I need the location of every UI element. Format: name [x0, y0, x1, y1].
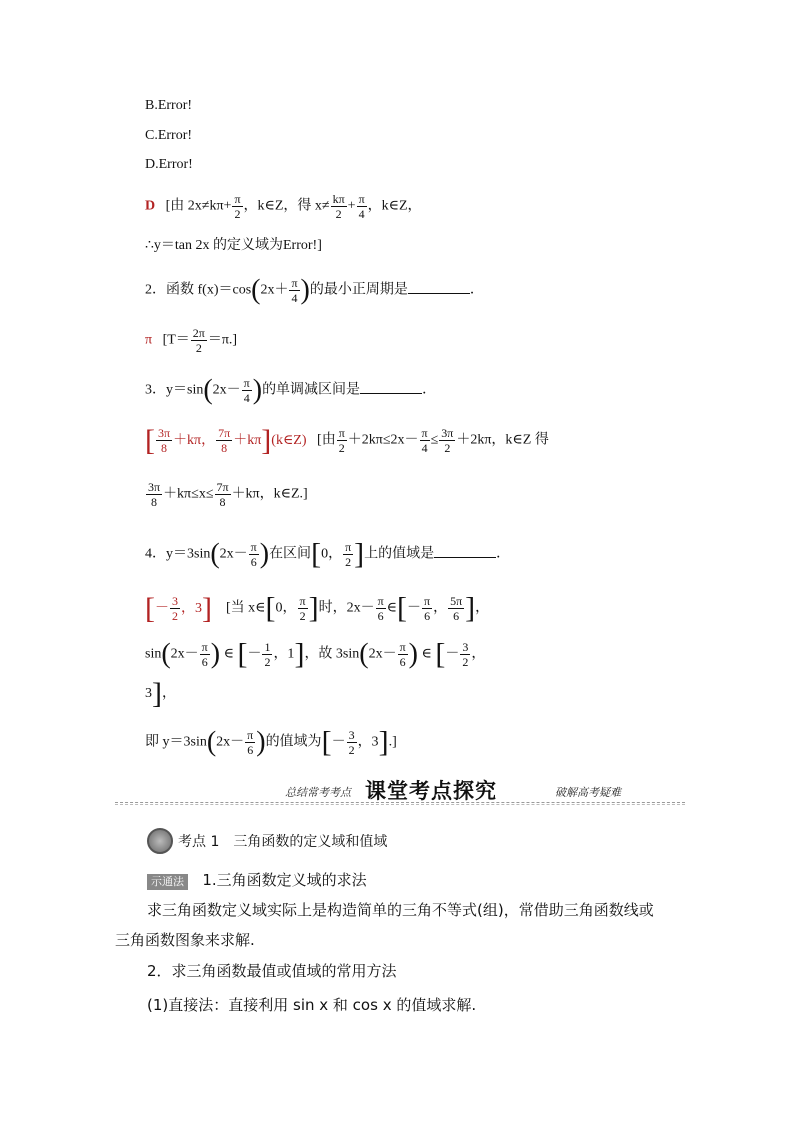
fraction: $\frac{\pi}{4}$ [243, 376, 250, 405]
fraction: $\frac{\pi}{6}$ [424, 594, 431, 623]
q4-stem-text-a: 4．y＝3sin [145, 546, 211, 562]
fraction: $\frac{\pi}{2}$ [234, 192, 241, 221]
q3-stem-text-a: 3．y＝sin [145, 382, 204, 398]
q4-end: ． [496, 546, 511, 562]
option-b-text: B.Error! [145, 98, 193, 113]
banner-title: 课堂考点探究 [365, 779, 497, 803]
banner-rule-2 [115, 804, 685, 805]
q4-sol-c: ∈ [386, 600, 398, 616]
fraction: $\frac{3\pi}{2}$ [441, 426, 454, 455]
q3-answer: [ $\frac{3\pi}{8}$ ＋kπ， $\frac{7\pi}{8}$ ＋kπ](k∈Z) [145, 423, 307, 457]
paren-right: ) [300, 274, 310, 306]
q3-stem-text-b: 的单调减区间是 [262, 382, 361, 398]
q1-sol-line2-text: ∴y＝tan 2x 的定义域为Error!] [145, 238, 322, 253]
answer-blank [434, 543, 496, 558]
item-3: (1)直接法：直接利用 sin x 和 cos x 的值域求解. [147, 996, 477, 1014]
fraction: $\frac{\pi}{4}$ [358, 192, 365, 221]
q3-end: ． [422, 382, 437, 398]
q4-solution-line2: sin(2x－ $\frac{\pi}{6}$ ) ∈ [－ $\frac{1}{2}$ ，1]，故 3sin(2x－ $\frac{\pi}{6}$ ) ∈ [－ $\frac{3}{2}$ ， [145, 637, 486, 671]
fraction: $\frac{\pi}{2}$ [345, 540, 352, 569]
q4-line2-a: sin [145, 646, 162, 662]
q2-stem [145, 276, 484, 305]
q1-sol-text-c: ，k∈Z， [367, 198, 422, 214]
paren-left: ( [210, 538, 220, 570]
section-banner [115, 775, 685, 805]
q2-end: ． [469, 282, 484, 298]
banner-right-text: 破解高考疑难 [555, 786, 621, 799]
paren-left: ( [251, 274, 261, 306]
fraction: $\frac{5\pi}{6}$ [450, 594, 463, 623]
q3-stem [145, 376, 436, 405]
method-tag: 示通法 [147, 874, 188, 890]
paragraph-1a: 求三角函数定义域实际上是构造简单的三角不等式(组)，常借助三角函数线或 [147, 901, 654, 919]
fraction: $\frac{2\pi}{2}$ [192, 326, 205, 355]
option-d-text: D.Error! [145, 157, 193, 172]
q3-sol-b: ＋2kπ≤2x－ [347, 432, 419, 448]
q2-sol-b: ＝π.] [207, 332, 238, 348]
option-b [145, 96, 192, 116]
method-line [147, 869, 367, 891]
q4-line4-a: 即 y＝3sin [145, 734, 207, 750]
q3-sol-d: ＋2kπ，k∈Z 得 [456, 432, 549, 448]
q1-sol-text-a: [由 2x≠kπ+ [165, 198, 232, 214]
q3-sol-c: ≤ [430, 432, 439, 448]
q1-sol-text-b: ，k∈Z，得 x≠ [243, 198, 330, 214]
fraction: $\frac{3\pi}{8}$ [148, 480, 161, 509]
q4-solution-line1: [－ $\frac{3}{2}$ ，3] [当 x∈[0， $\frac{\pi}{2}$ ]时，2x－ $\frac{\pi}{6}$ ∈[－ $\frac{\pi}{6}$ ， $\frac{5\pi}{6}$ ]， [145, 591, 490, 625]
q4-solution-line3: 3]， [145, 677, 176, 710]
banner-left-text: 总结常考考点 [285, 786, 351, 799]
bracket-right: ] [354, 537, 365, 571]
q4-solution-line4: 即 y＝3sin(2x－ $\frac{\pi}{6}$ )的值域为[－ $\frac{3}{2}$ ，3].] [145, 725, 397, 759]
paragraph-1b: 三角函数图象来求解. [115, 931, 255, 949]
q3-solution-line1 [145, 423, 549, 457]
paren-right: ) [252, 374, 263, 406]
q4-stem [145, 537, 511, 571]
q2-stem-text-b: 的最小正周期是 [309, 282, 408, 298]
fraction: $\frac{\pi}{4}$ [421, 426, 428, 455]
fraction: $\frac{3}{2}$ [462, 640, 469, 669]
paren-right: ) [259, 538, 270, 570]
fraction: $\frac{\pi}{6}$ [250, 540, 257, 569]
plus-sign: + [347, 198, 356, 214]
fraction: $\frac{\pi}{2}$ [299, 594, 306, 623]
q3-line2-a: ＋kπ≤x≤ [163, 486, 214, 502]
q2-inner: 2x＋ [260, 282, 289, 298]
fraction: $\frac{\pi}{4}$ [291, 276, 298, 305]
section-title: 考点 1 三角函数的定义域和值域 [178, 834, 388, 850]
q4-zero: 0， [321, 546, 343, 562]
fraction: $\frac{\pi}{2}$ [338, 426, 345, 455]
fraction: $\frac{\pi}{6}$ [377, 594, 384, 623]
fraction: $\frac{k\pi}{2}$ [332, 192, 345, 221]
q4-stem-text-c: 上的值域是 [364, 546, 435, 562]
q4-inner: 2x－ [219, 546, 248, 562]
method-item-1: 1.三角函数定义域的求法 [202, 871, 367, 889]
q3-sol-a: [由 [317, 432, 336, 448]
q1-solution-line1 [145, 192, 422, 221]
fraction: $\frac{7\pi}{8}$ [216, 480, 229, 509]
q3-inner: 2x－ [212, 382, 241, 398]
q2-stem-text-a: 2．函数 f(x)＝cos [145, 282, 252, 298]
fraction: $\frac{\pi}{6}$ [201, 640, 208, 669]
item-2: 2．求三角函数最值或值域的常用方法 [147, 962, 397, 980]
q3-solution-line2 [145, 480, 308, 509]
option-c [145, 126, 192, 146]
q3-line2-b: ＋kπ，k∈Z.] [231, 486, 308, 502]
q4-sol-a: [当 x∈ [226, 600, 266, 616]
fraction: $\frac{\pi}{6}$ [247, 728, 254, 757]
fraction: $\frac{1}{2}$ [264, 640, 271, 669]
q1-answer: D [145, 198, 156, 214]
banner-rule [115, 802, 685, 803]
section-circle-icon [147, 828, 173, 854]
q4-line4-b: 的值域为 [265, 734, 322, 750]
q1-solution-line2 [145, 236, 322, 256]
q2-answer: π [145, 332, 153, 348]
fraction: $\frac{3}{2}$ [348, 728, 355, 757]
q4-stem-text-b: 在区间 [269, 546, 312, 562]
q4-sol-b: 时，2x－ [318, 600, 375, 616]
q2-solution [145, 326, 237, 355]
q2-sol-a: [T＝ [162, 332, 190, 348]
option-d [145, 155, 193, 175]
q4-answer: [－ $\frac{3}{2}$ ，3] [145, 591, 212, 625]
answer-blank [408, 279, 470, 294]
paren-left: ( [203, 374, 213, 406]
option-c-text: C.Error! [145, 128, 193, 143]
bracket-left: [ [311, 537, 322, 571]
fraction: $\frac{\pi}{6}$ [399, 640, 406, 669]
answer-blank [360, 379, 422, 394]
